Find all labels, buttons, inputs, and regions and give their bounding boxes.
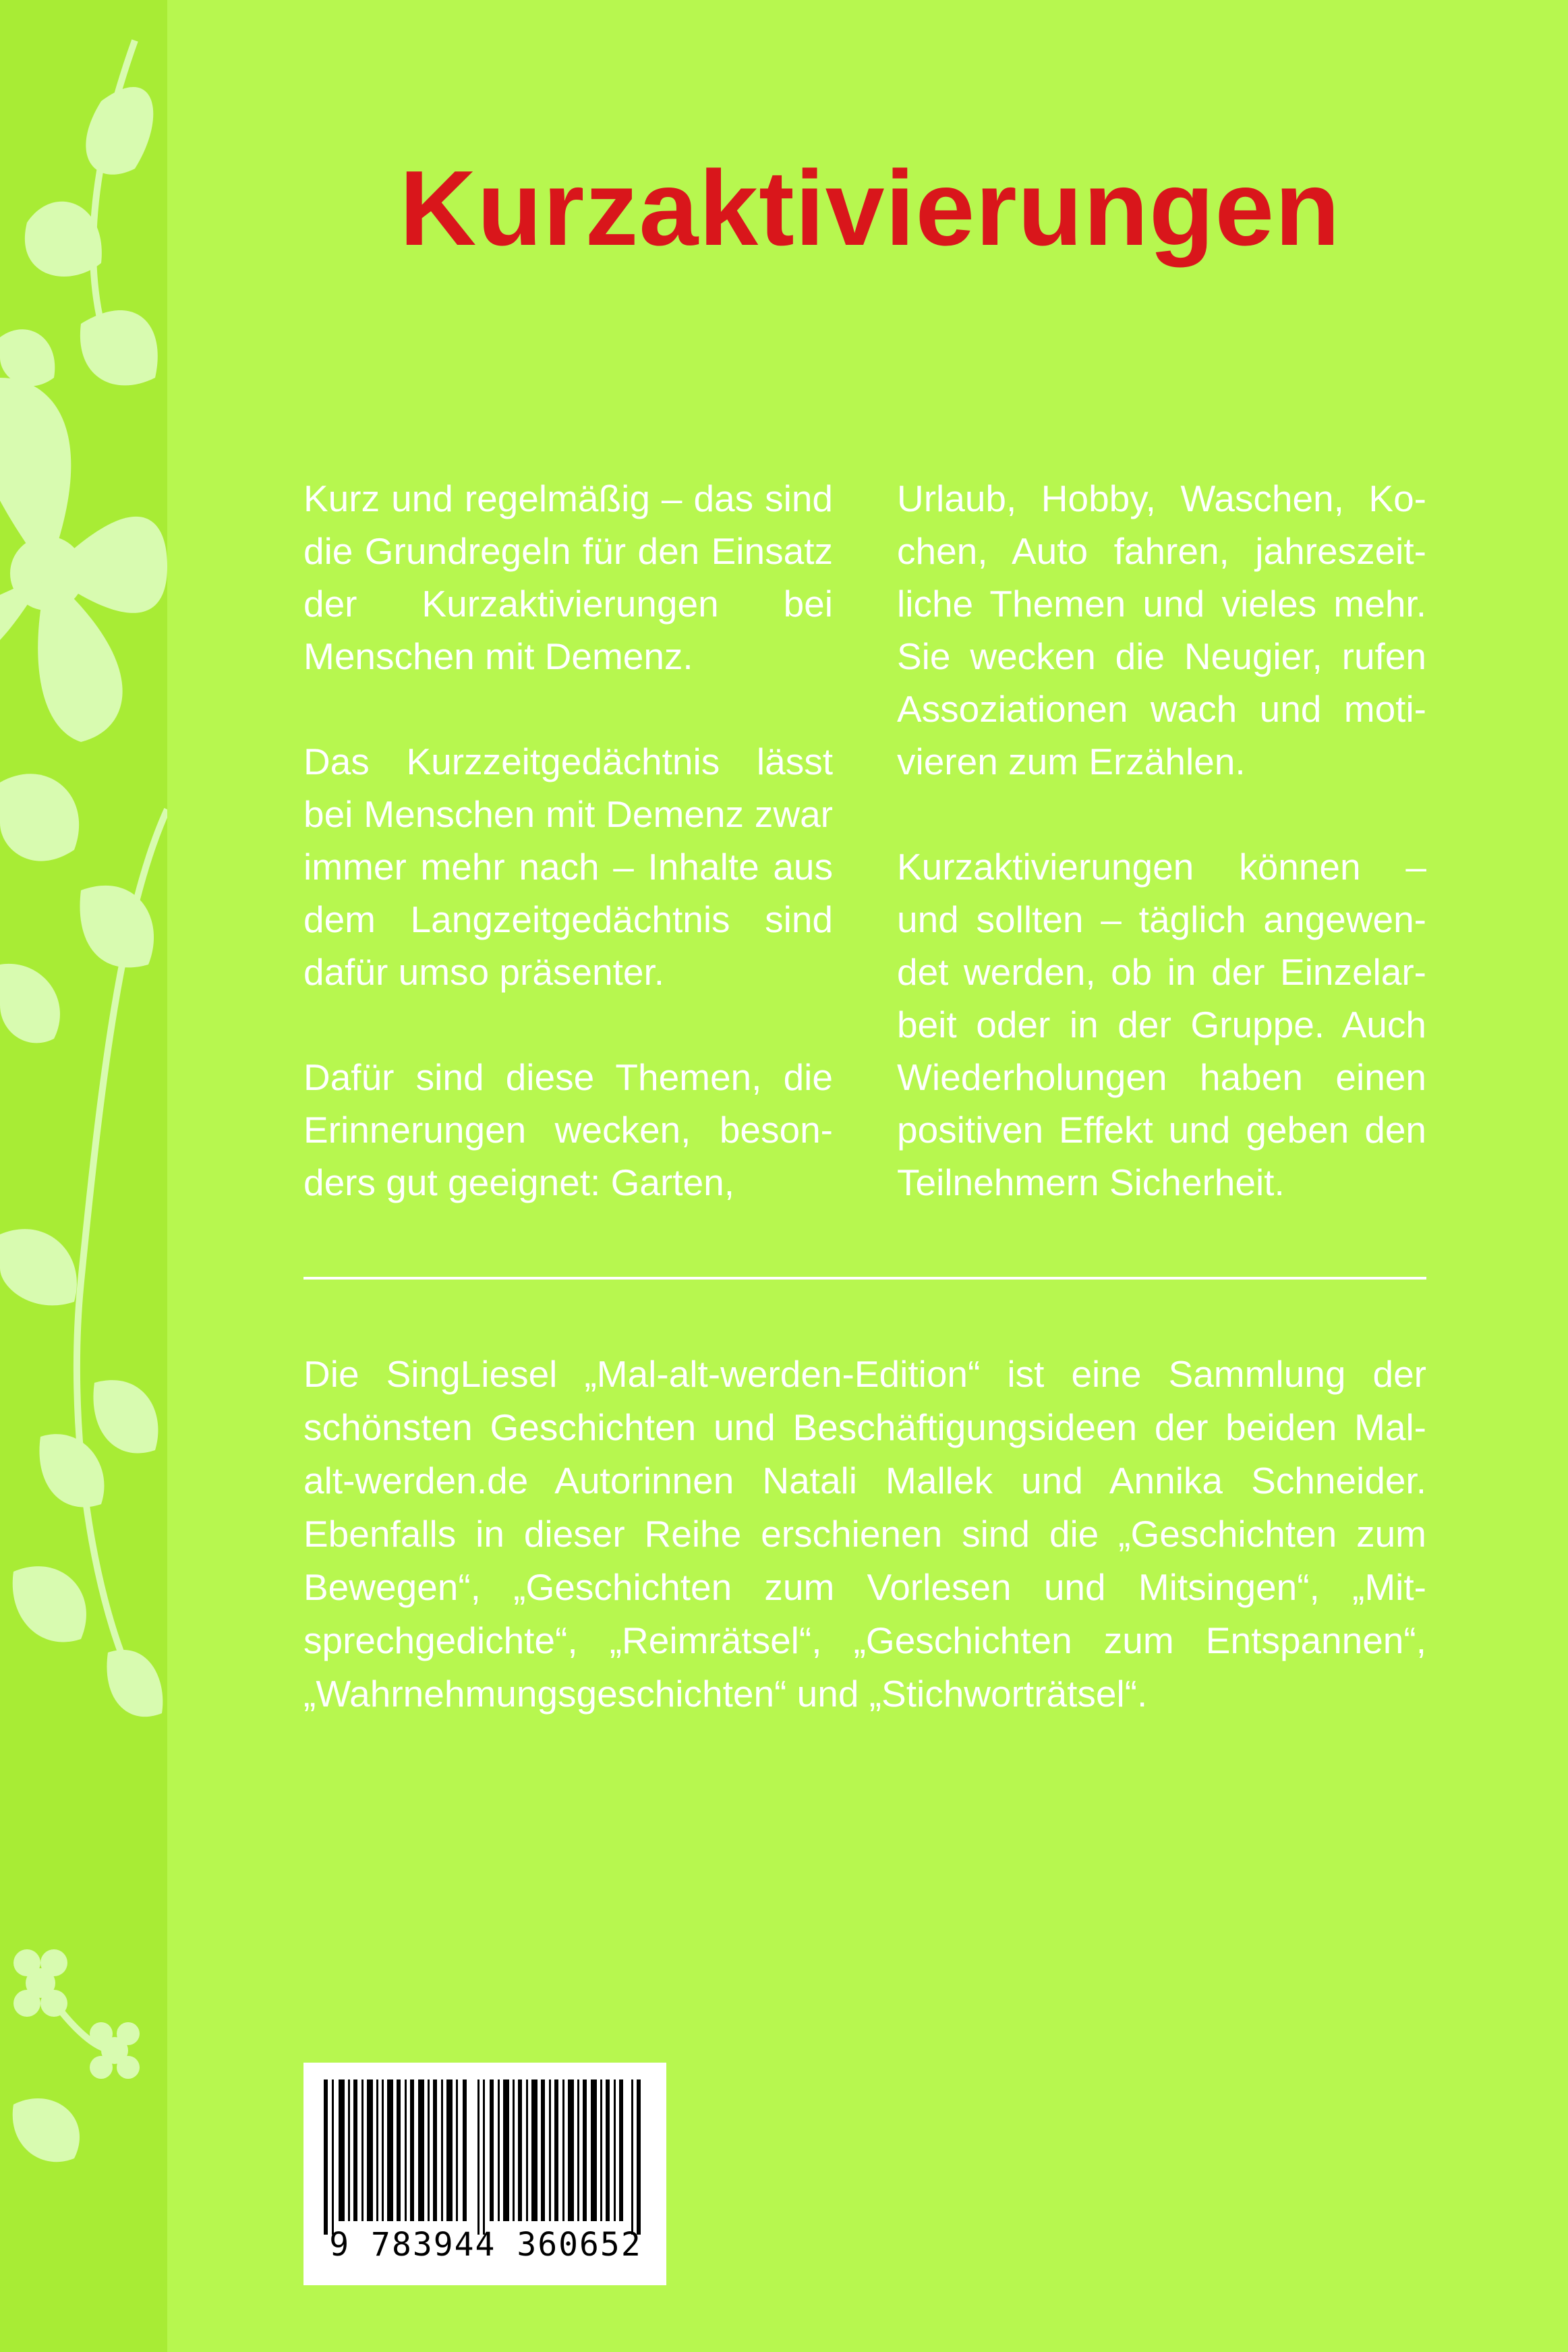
floral-strip: [0, 0, 167, 2352]
paragraph: Kurz und regelmäßig – das sind die Grundregeln für den Einsatz der Kurzaktivierungen bei Menschen mit Demenz.: [303, 478, 833, 677]
divider: [303, 1277, 1426, 1280]
paragraph: Das Kurzzeitgedächtnis lässt bei Menschen mit Demenz zwar immer mehr nach – Inhalte aus dem Langzeitgedächtnis sind dafür umso präsenter.: [303, 741, 833, 993]
paragraph: Dafür sind diese Themen, die Erinnerungen wecken, besonders gut geeignet: Garten,: [303, 1056, 833, 1203]
text-column-right: [897, 472, 1426, 1261]
series-description: Die SingLiesel „Mal-alt-werden-Edition“ ist eine Sammlung der schönsten Geschichten und Beschäftigungsideen der beiden Mal-alt-werden.de Autorinnen Natali Mallek und Annika Schneider. Ebenfalls in dieser Reihe erschienen sind die „Geschichten zum Bewegen“, „Geschichten zum Vorlesen und Mitsingen“, „Mitsprechgedichte“, „Reimrätsel“, „Geschichten zum Entspannen“, „Wahrnehmungsgeschichten“ und „Stichworträtsel“.: [303, 1353, 1426, 1715]
barcode-box: [303, 2063, 666, 2285]
book-title: Kurzaktivierungen: [399, 149, 1341, 268]
isbn-digits: 9 783944 360652: [329, 2226, 642, 2264]
floral-ornament-icon: [0, 0, 167, 2352]
text-column-left: [303, 472, 833, 1261]
paragraph: Urlaub, Hobby, Waschen, Kochen, Auto fahren, jahreszeitliche Themen und vieles mehr. Sie wecken die Neugier, rufen Assoziationen wach und motivieren zum Erzählen.: [897, 478, 1426, 782]
paragraph: Kurzaktivierungen können – und sollten – täglich angewendet werden, ob in der Einzelarbeit oder in der Gruppe. Auch Wiederholungen haben einen positiven Effekt und geben den Teilnehmern Sicherheit.: [897, 846, 1426, 1203]
